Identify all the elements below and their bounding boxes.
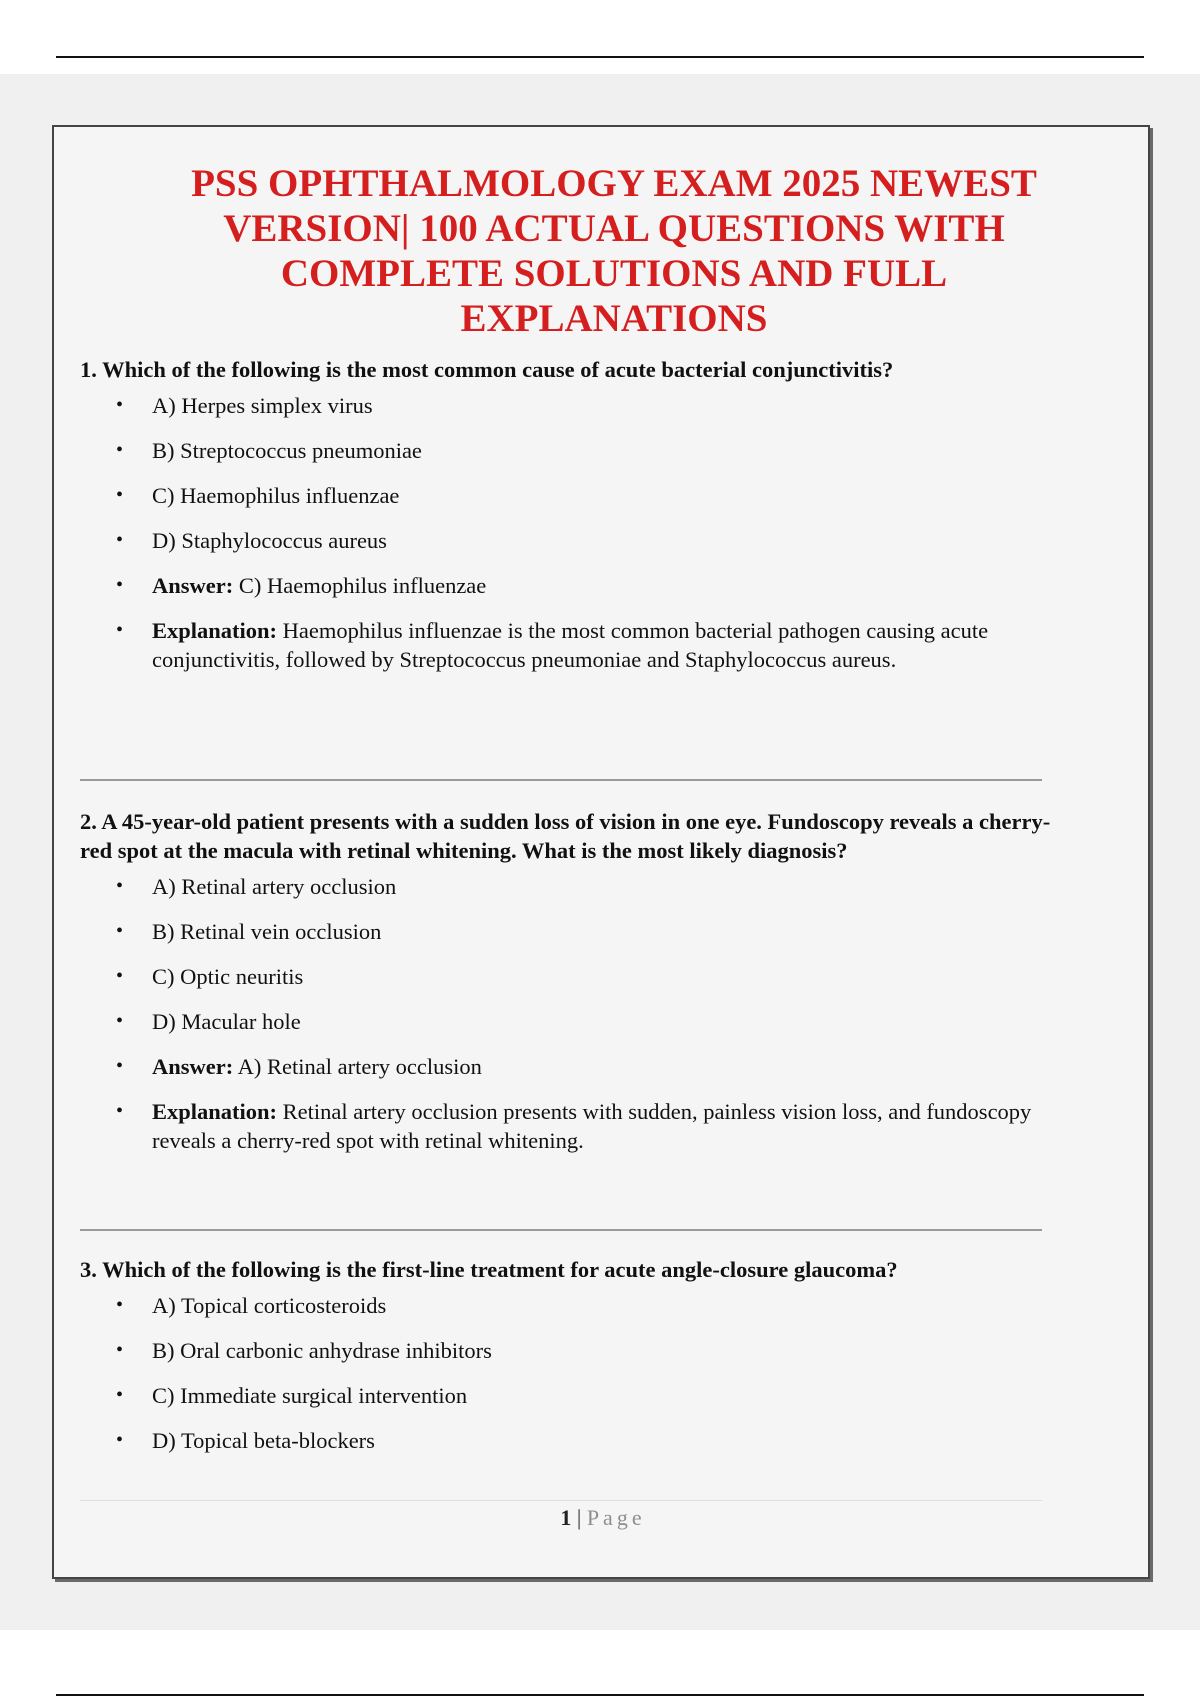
question-2 (80, 807, 1080, 1155)
page-footer (54, 1503, 1152, 1533)
option-text: B) Streptococcus pneumoniae (152, 438, 422, 463)
option-list (80, 872, 1080, 1155)
question-text: 1. Which of the following is the most common cause of acute bacterial conjunctivitis? (80, 357, 894, 382)
option-text: D) Staphylococcus aureus (152, 528, 387, 553)
option-item (80, 917, 1080, 946)
question-divider (80, 1229, 1042, 1231)
option-item (80, 526, 1080, 555)
bullet-icon: • (116, 484, 124, 506)
title-line: VERSION| 100 ACTUAL QUESTIONS WITH (223, 207, 1005, 250)
option-item (80, 391, 1080, 420)
bullet-icon: • (116, 439, 124, 461)
option-item (80, 436, 1080, 465)
answer-item (80, 1052, 1080, 1081)
title-line: PSS OPHTHALMOLOGY EXAM 2025 NEWEST (191, 162, 1037, 205)
answer-label: Answer: (152, 1054, 234, 1079)
page-word: Page (586, 1505, 646, 1530)
answer-text: C) Haemophilus influenzae (238, 573, 487, 598)
option-text: A) Retinal artery occlusion (152, 874, 397, 899)
bullet-icon: • (116, 875, 124, 897)
bullet-icon: • (116, 1384, 124, 1406)
option-text: D) Macular hole (152, 1009, 301, 1034)
bullet-icon: • (116, 1055, 124, 1077)
option-text: A) Topical corticosteroids (152, 1293, 387, 1318)
bullet-icon: • (116, 574, 124, 596)
page-number: 1 (560, 1505, 572, 1530)
option-text: C) Optic neuritis (152, 964, 304, 989)
explanation-text: Retinal artery occlusion presents with sudden, painless vision loss, and fundoscopy reveals a cherry-red spot with retinal whitening. (152, 1099, 1032, 1153)
option-text: A) Herpes simplex virus (152, 393, 373, 418)
bullet-icon: • (116, 1294, 124, 1316)
option-item (80, 962, 1080, 991)
option-text: C) Immediate surgical intervention (152, 1383, 468, 1408)
option-text: B) Oral carbonic anhydrase inhibitors (152, 1338, 492, 1363)
option-item (80, 481, 1080, 510)
option-list (80, 1291, 1080, 1455)
question-1 (80, 355, 1080, 674)
option-text: C) Haemophilus influenzae (152, 483, 400, 508)
question-divider (80, 779, 1042, 781)
bullet-icon: • (116, 619, 124, 641)
bullet-icon: • (116, 529, 124, 551)
bullet-icon: • (116, 1339, 124, 1361)
option-item (80, 1381, 1080, 1410)
title-line: EXPLANATIONS (460, 297, 768, 340)
answer-item (80, 571, 1080, 600)
top-rule (56, 56, 1144, 58)
question-3 (80, 1255, 1080, 1471)
option-item (80, 1336, 1080, 1365)
bullet-icon: • (116, 965, 124, 987)
document-title (74, 161, 1154, 341)
option-item (80, 1291, 1080, 1320)
answer-label: Answer: (152, 573, 234, 598)
question-text: 2. A 45-year-old patient presents with a sudden loss of vision in one eye. Fundoscopy reveals a cherry-red spot at the macula with retinal whitening. What is the most likely diagnosis? (80, 809, 1051, 863)
explanation-item (80, 1097, 1080, 1155)
bullet-icon: • (116, 1100, 124, 1122)
bullet-icon: • (116, 1429, 124, 1451)
question-text: 3. Which of the following is the first-line treatment for acute angle-closure glaucoma? (80, 1257, 898, 1282)
footer-rule (80, 1500, 1042, 1501)
bullet-icon: • (116, 394, 124, 416)
option-text: D) Topical beta-blockers (152, 1428, 375, 1453)
bottom-rule (56, 1694, 1144, 1696)
option-list (80, 391, 1080, 674)
explanation-label: Explanation: (152, 1099, 278, 1124)
explanation-item (80, 616, 1080, 674)
title-line: COMPLETE SOLUTIONS AND FULL (280, 252, 948, 295)
option-text: B) Retinal vein occlusion (152, 919, 382, 944)
document-page (52, 125, 1150, 1579)
explanation-label: Explanation: (152, 618, 278, 643)
page-separator: | (571, 1505, 587, 1530)
bullet-icon: • (116, 920, 124, 942)
option-item (80, 1426, 1080, 1455)
bullet-icon: • (116, 1010, 124, 1032)
option-item (80, 1007, 1080, 1036)
explanation-text: Haemophilus influenzae is the most common bacterial pathogen causing acute conjunctivitis, followed by Streptococcus pneumoniae and Staphylococcus aureus. (152, 618, 989, 672)
option-item (80, 872, 1080, 901)
answer-text: A) Retinal artery occlusion (237, 1054, 482, 1079)
